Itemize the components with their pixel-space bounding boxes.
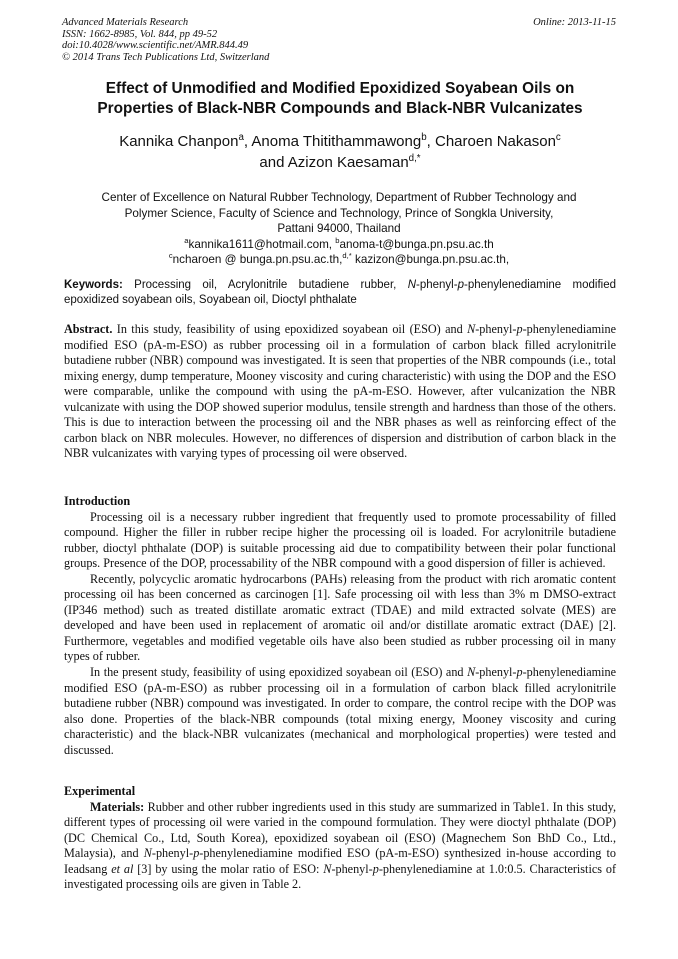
abstract-label: Abstract.: [64, 322, 113, 336]
paragraph-italic: N: [323, 861, 332, 876]
abstract: [64, 322, 616, 462]
affiliation: [64, 190, 614, 268]
introduction-section: [64, 494, 616, 758]
author-and: and: [259, 154, 285, 171]
keywords: [64, 278, 616, 307]
email-superscript: b: [335, 235, 340, 245]
email-superscript: a: [184, 235, 189, 245]
paragraph: [64, 665, 616, 758]
paragraph-italic: N: [143, 846, 152, 861]
email-link[interactable]: kazizon@bunga.pn.psu.ac.th,: [354, 253, 510, 267]
section-heading: Introduction: [64, 494, 131, 508]
page-header: [62, 17, 616, 63]
email-link[interactable]: ncharoen @ bunga.pn.psu.ac.th,: [172, 253, 343, 267]
paragraph-italic: N: [467, 665, 476, 680]
section-heading: Experimental: [64, 784, 136, 798]
email-link[interactable]: anoma-t@bunga.pn.psu.ac.th: [339, 237, 494, 251]
paragraph: [64, 800, 616, 893]
keywords-italic: N: [407, 279, 417, 291]
paragraph: Processing oil is a necessary rubber ingredient that frequently used to promote processability of filled compound. Higher the filler in rubber recipe higher the processing oil is loaded. For acrylonitrile butadiene rubber, dioctyl phthalate (DOP) is suitable processing aid due to compatibility between their polar functional groups. Presence of the DOP, processability of the NBR compound with a good dispersion of filler is achieved.: [64, 509, 616, 571]
author-superscript: b: [421, 132, 427, 143]
paragraph-italic: p: [372, 861, 379, 876]
experimental-section: [64, 784, 616, 893]
affiliation-line: Pattani 94000, Thailand: [277, 222, 401, 236]
paragraph-text: In the present study, feasibility of using epoxidized soyabean oil (ESO) and: [90, 665, 468, 680]
paragraph-text: -phenylenediamine modified ESO (pA-m-ESO) as rubber processing oil in a formulation of carbon black filled acrylonitrile butadiene rubber (NBR) compound was investigated. In order to compare, the control recipe with the DOP was also done. Properties of the black-NBR compounds (total mixing energy, Mooney viscosity and curing characteristic) and the black-NBR vulcanizates (mechanical and morphological properties) were tested and discussed.: [64, 665, 616, 757]
doi: doi:10.4028/www.scientific.net/AMR.844.49: [62, 40, 249, 52]
title-line-2: Properties of Black-NBR Compounds and Black-NBR Vulcanizates: [97, 100, 583, 117]
email-line: [64, 252, 614, 268]
affiliation-line: Polymer Science, Faculty of Science and Technology, Prince of Songkla University,: [124, 206, 554, 220]
copyright: © 2014 Trans Tech Publications Ltd, Switzerland: [62, 51, 270, 63]
email-line: [64, 237, 614, 253]
email-link[interactable]: kannika1611@hotmail.com,: [188, 237, 336, 251]
paper-title: [40, 79, 640, 119]
affiliation-line: Center of Excellence on Natural Rubber Technology, Department of Rubber Technology and: [101, 191, 577, 204]
title-line-1: Effect of Unmodified and Modified Epoxidized Soyabean Oils on: [105, 80, 575, 97]
issn: ISSN: 1662-8985, Vol. 844, pp 49-52: [62, 28, 218, 40]
paragraph-italic: p: [193, 846, 200, 861]
journal-name: Advanced Materials Research: [62, 17, 189, 28]
subsection-label: Materials:: [90, 799, 145, 814]
paragraph-text: Rubber and other rubber ingredients used in this study are summarized in Table1. In this study, different types of processing oil were varied in the compound formulation. They were dioctyl phthalate (DOP) (DC Chemical Co., Ltd, South Korea), epoxidized soyabean oil (ESO) (Magnechem Son BhD Co., Ltd., Malaysia), and: [64, 799, 616, 861]
paragraph-italic: p: [516, 665, 523, 680]
paragraph: Recently, polycyclic aromatic hydrocarbons (PAHs) releasing from the product with rich aromatic content processing oil has been concerned as carcinogen [1]. Safe processing oil with less than 3% m DMSO-extract (IP346 method) such as treated distillate aromatic extract (TDAE) and mild extracted solvate (MES) are developed and have been used in replacement of aromatic oil and/or distillate aromatic extract (DAE) [2]. Furthermore, vegetables and modified vegetable oils have also been studied as rubber processing oil in many types of rubber.: [64, 571, 616, 664]
keywords-italic: p: [457, 279, 464, 291]
author-superscript: d,*: [408, 153, 421, 164]
abstract-text: -phenyl-: [475, 322, 517, 336]
abstract-text: In this study, feasibility of using epoxidized soyabean oil (ESO) and: [112, 322, 468, 336]
keywords-text: -phenyl-: [416, 279, 458, 291]
author-name: Azizon Kaesaman: [287, 154, 409, 171]
keywords-text: Processing oil, Acrylonitrile butadiene rubber,: [122, 279, 408, 291]
author-name: Charoen Nakason: [435, 133, 556, 150]
paragraph-text: -phenyl-: [151, 846, 194, 861]
paragraph-text: -phenylenediamine modified ESO (pA-m-ESO) synthesized in-house according to Ieadsang: [64, 846, 616, 876]
paragraph-text: -phenyl-: [475, 665, 517, 680]
keywords-label: Keywords:: [64, 279, 123, 291]
paragraph-text: -phenyl-: [331, 861, 373, 876]
author-superscript: c: [555, 132, 561, 143]
paragraph-italic: et al: [111, 861, 134, 876]
abstract-italic: p: [516, 322, 523, 336]
keywords-text: -phenylenediamine modified epoxidized soyabean oils, Soyabean oil, Dioctyl phthalate: [64, 279, 616, 306]
author-superscript: a: [238, 132, 244, 143]
paragraph-text: [3] by using the molar ratio of ESO:: [133, 861, 324, 876]
abstract-italic: N: [467, 322, 476, 336]
online-date: Online: 2013-11-15: [533, 17, 616, 28]
author-list: Kannika Chanpon$^a$, Anoma Thitithammawong$^b$, Charoen Nakason$^c$ and Azizon Kaesaman$^{d,*}$: [119, 132, 561, 171]
abstract-text: -phenylenediamine modified ESO (pA-m-ESO) as rubber processing oil in a formulation of carbon black filled acrylonitrile butadiene rubber (NBR) compound was investigated. It is seen that properties of the NBR compounds (i.e., total mixing energy, dump temperature, Mooney viscosity and curing characteristic) with using the DOP and the ESO were comparable, unlike the compound with using the pA-m-ESO. However, after vulcanization the NBR vulcanizate with using the DOP showed superior modulus, tensile strength and hardness than those of the others. This is due to interaction between the processing oil and the NBR phases as well as reinforcing effect of the carbon black on NBR molecules. However, no differences of dispersion and distribution of carbon black in the NBR vulcanizates with varying types of processing oil were observed.: [64, 322, 616, 461]
email-superscript: d,*: [342, 251, 352, 261]
author-name: Anoma Thitithammawong: [251, 133, 422, 150]
paragraph-text: -phenylenediamine at 1.0:0.5. Characteristics of investigated processing oils are given in Table 2.: [64, 861, 617, 892]
author-name: Kannika Chanpon: [119, 133, 239, 150]
email-superscript: c: [168, 251, 173, 261]
